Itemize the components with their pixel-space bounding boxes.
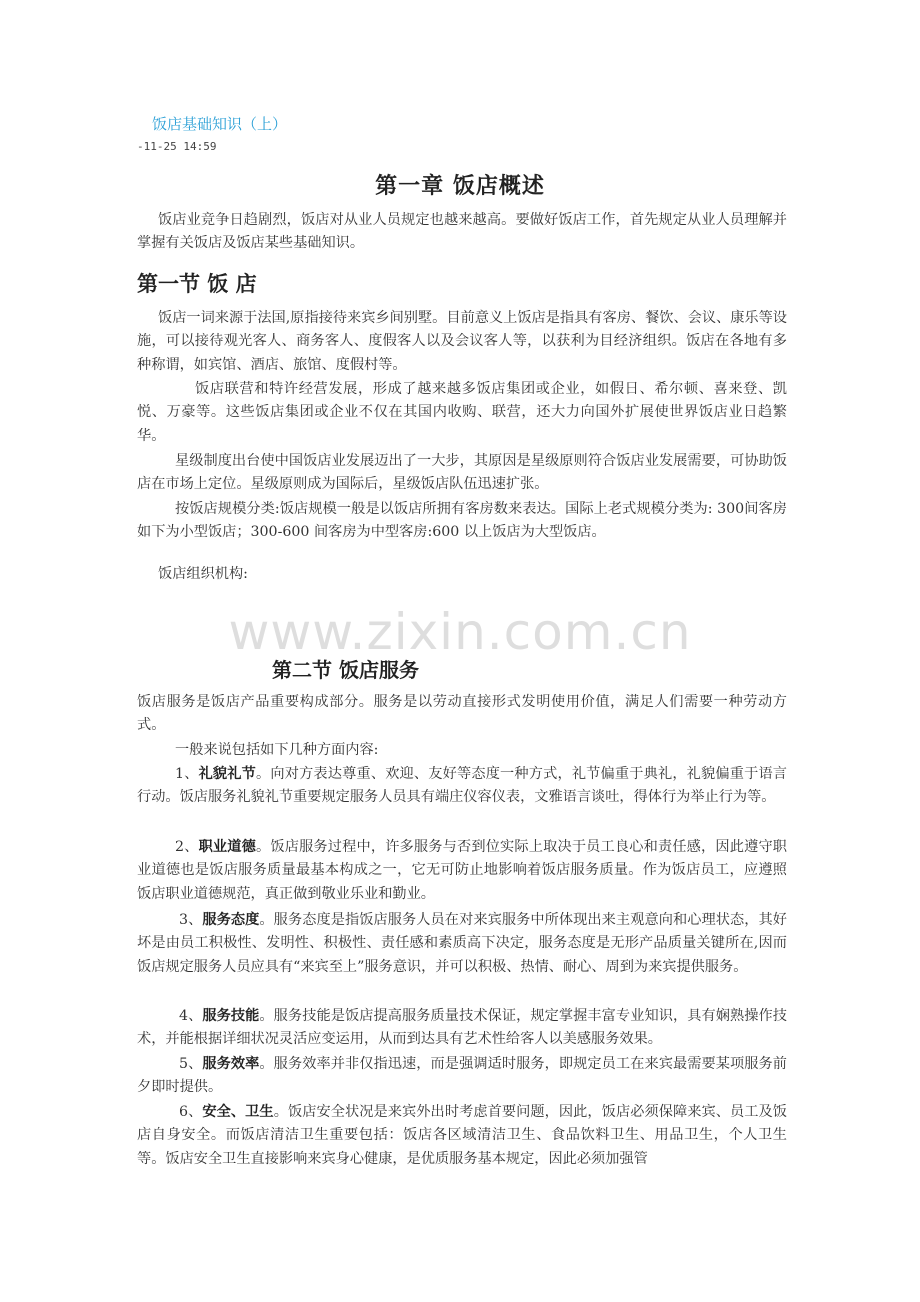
service-item <box>137 1101 787 1171</box>
section1-paragraph-5: 饭店组织机构: <box>158 566 248 582</box>
item-number: 1、 <box>175 766 199 782</box>
item-number: 3、 <box>179 912 203 928</box>
section2-paragraph-2: 一般来说包括如下几种方面内容: <box>175 742 379 758</box>
item-number: 5、 <box>179 1056 203 1072</box>
chapter-title: 第一章 饭店概述 <box>375 174 545 199</box>
section1-paragraph-4: 按饭店规模分类:饭店规模一般是以饭店所拥有客房数来表达。国际上老式规模分类为: 300间客房如下为小型饭店；300-600 间客房为中型客房:600 以上饭店为大型饭店。 <box>137 501 787 541</box>
intro-paragraph: 饭店业竞争日趋剧烈，饭店对从业人员规定也越来越高。要做好饭店工作，首先规定从业人员理解并掌握有关饭店及饭店某些基础知识。 <box>137 212 787 252</box>
item-term: 礼貌礼节 <box>198 766 256 782</box>
item-number: 2、 <box>175 839 199 855</box>
item-term: 服务技能 <box>202 1008 260 1024</box>
service-item <box>137 909 787 979</box>
article-date: -11-25 14:59 <box>137 140 217 153</box>
item-text: 。向对方表达尊重、欢迎、友好等态度一种方式，礼节偏重于典礼，礼貌偏重于语言行动。饭店服务礼貌礼节重要规定服务人员具有端庄仪容仪表，文雅语言谈吐，得体行为举止行为等。 <box>137 766 787 806</box>
section1-paragraph-1: 饭店一词来源于法国,原指接待来宾乡间别墅。目前意义上饭店是指具有客房、餐饮、会议、康乐等设施，可以接待观光客人、商务客人、度假客人以及会议客人等，以获利为目经济组织。饭店在各地有多种称谓，如宾馆、酒店、旅馆、度假村等。 <box>137 310 787 373</box>
section1-paragraph-2: 饭店联营和特许经营发展，形成了越来越多饭店集团或企业，如假日、希尔顿、喜来登、凯悦、万豪等。这些饭店集团或企业不仅在其国内收购、联营，还大力向国外扩展使世界饭店业日趋繁华。 <box>137 381 787 444</box>
service-item <box>137 1053 787 1100</box>
item-text: 。服务效率并非仅指迅速，而是强调适时服务，即规定员工在来宾最需要某项服务前夕即时提供。 <box>137 1056 787 1096</box>
service-item <box>137 1005 787 1052</box>
item-text: 。饭店安全状况是来宾外出时考虑首要问题，因此，饭店必须保障来宾、员工及饭店自身安全。而饭店清洁卫生重要包括：饭店各区域清洁卫生、食品饮料卫生、用品卫生，个人卫生等。饭店安全卫生直接影响来宾身心健康，是优质服务基本规定，因此必须加强管 <box>137 1104 787 1167</box>
item-term: 服务效率 <box>202 1056 260 1072</box>
item-term: 职业道德 <box>198 839 256 855</box>
section1-title: 第一节 饭 店 <box>137 272 257 296</box>
item-number: 4、 <box>179 1008 203 1024</box>
item-term: 服务态度 <box>202 912 260 928</box>
article-title-link[interactable]: 饭店基础知识（上） <box>152 115 288 133</box>
service-item <box>137 763 787 810</box>
section2-paragraph-1: 饭店服务是饭店产品重要构成部分。服务是以劳动直接形式发明使用价值，满足人们需要一种劳动方式。 <box>137 694 787 734</box>
item-text: 。服务态度是指饭店服务人员在对来宾服务中所体现出来主观意向和心理状态，其好坏是由员工积极性、发明性、积极性、责任感和素质高下决定，服务态度是无形产品质量关键所在,因而饭店规定服务人员应具有“来宾至上”服务意识，并可以积极、热情、耐心、周到为来宾提供服务。 <box>137 912 787 975</box>
service-item <box>137 836 787 906</box>
watermark: www.zixin.com.cn <box>228 603 692 661</box>
section1-paragraph-3: 星级制度出台使中国饭店业发展迈出了一大步，其原因是星级原则符合饭店业发展需要，可协助饭店在市场上定位。星级原则成为国际后，星级饭店队伍迅速扩张。 <box>137 453 787 493</box>
item-term: 安全、卫生 <box>202 1104 274 1120</box>
item-number: 6、 <box>179 1104 203 1120</box>
item-text: 。服务技能是饭店提高服务质量技术保证，规定掌握丰富专业知识，具有娴熟操作技术，并能根据详细状况灵活应变运用，从而到达具有艺术性给客人以美感服务效果。 <box>137 1008 787 1048</box>
section2-title: 第二节 饭店服务 <box>272 658 419 682</box>
item-text: 。饭店服务过程中，许多服务与否到位实际上取决于员工良心和责任感，因此遵守职业道德也是饭店服务质量最基本构成之一，它无可防止地影响着饭店服务质量。作为饭店员工，应遵照饭店职业道德规范，真正做到敬业乐业和勤业。 <box>137 839 787 902</box>
